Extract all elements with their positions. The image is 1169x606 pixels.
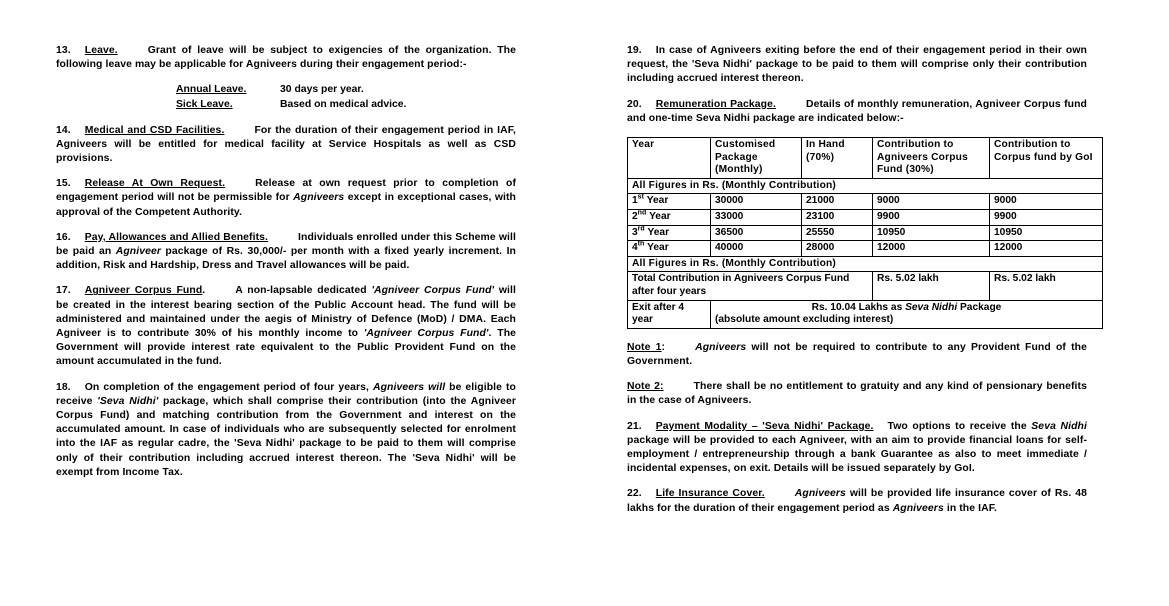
paragraph-17 [56, 284, 516, 369]
row-4-year-word: Year [647, 242, 669, 254]
paragraph-22-italic-1: Agniveers [794, 488, 846, 500]
total-row-value-goi: Rs. 5.02 lakh [990, 272, 1103, 300]
row-2-year [628, 209, 711, 225]
table-banner-row-bottom [628, 256, 1103, 272]
table-row [628, 209, 1103, 225]
paragraph-18-italic-1: Agniveers will [372, 381, 446, 393]
paragraph-16-number: 16. [56, 231, 71, 243]
paragraph-22-body-part1: will be provided life insurance cover of Rs. 48 lakhs for the duration of their engagement period as [627, 488, 1088, 514]
row-1-contrib-agniveer: 9000 [873, 194, 990, 210]
paragraph-15-body-part2: except in exceptional cases, with approval of the Competent Authority. [56, 192, 517, 218]
table-header-in-hand: In Hand (70%) [802, 138, 873, 179]
row-4-package: 40000 [711, 241, 802, 257]
paragraph-13-heading: Leave. [84, 45, 118, 56]
table-total-row [628, 272, 1103, 300]
table-row [628, 225, 1103, 241]
paragraph-16-italic: Agniveer [115, 246, 161, 258]
note-2-label: Note 2: [627, 381, 664, 393]
table-row [628, 241, 1103, 257]
table-row [628, 194, 1103, 210]
table-header-customised-package: Customised Package (Monthly) [711, 138, 802, 179]
row-1-package: 30000 [711, 194, 802, 210]
table-header-contribution-goi: Contribution to Corpus fund by GoI [990, 138, 1103, 179]
paragraph-15-italic: Agniveers [293, 192, 345, 204]
table-banner-top: All Figures in Rs. (Monthly Contribution) [628, 178, 1103, 194]
row-2-contrib-agniveer: 9900 [873, 209, 990, 225]
paragraph-19-body: In case of Agniveers exiting before the end of their engagement period in their own request, the 'Seva Nidhi' package to be paid to them will comprise only their contribution including accrued interest thereon. [627, 45, 1087, 85]
paragraph-16-body-part1: Individuals enrolled under this Scheme will be paid an [56, 231, 516, 258]
paragraph-14-heading: Medical and CSD Facilities. [84, 124, 225, 136]
sick-leave-label: Sick Leave. [176, 99, 233, 110]
row-1-year-word: Year [646, 195, 669, 207]
exit-row-label: Exit after 4 year [628, 300, 711, 328]
exit-row-value-line2: (absolute amount excluding interest) [715, 314, 894, 326]
table-banner-row-top [628, 178, 1103, 194]
row-4-in-hand: 28000 [802, 241, 873, 257]
paragraph-19-number: 19. [627, 45, 642, 56]
row-3-in-hand: 25550 [802, 225, 873, 241]
table-banner-bottom: All Figures in Rs. (Monthly Contribution) [628, 256, 1103, 272]
paragraph-15-number: 15. [56, 178, 71, 190]
row-3-year-number: 3 [632, 226, 638, 238]
row-4-year-sup: th [637, 240, 645, 248]
note-2-body: There shall be no entitlement to gratuity and any kind of pensionary benefits in the case of Agniveers. [627, 381, 1087, 407]
paragraph-21-italic-1: Seva Nidhi [1031, 420, 1087, 432]
exit-row-value-line1 [715, 302, 1098, 315]
leave-types-block [56, 83, 516, 112]
paragraph-16-body-part2: package of Rs. 30,000/- per month with a fixed yearly increment. In addition, Risk and Hardship, Dress and Travel allowances will be paid. [56, 246, 516, 272]
row-4-year [628, 241, 711, 257]
remuneration-table-wrapper [627, 137, 1093, 329]
paragraph-17-body-part1: A non-lapsable dedicated [235, 285, 372, 297]
table-header-contribution-agniveers: Contribution to Agniveers Corpus Fund (30%) [873, 138, 990, 179]
paragraph-21-heading: Payment Modality – 'Seva Nidhi' Package. [655, 420, 874, 432]
paragraph-14 [56, 124, 516, 167]
exit-row-value [711, 300, 1103, 328]
row-2-in-hand: 23100 [802, 209, 873, 225]
paragraph-17-number: 17. [56, 285, 71, 297]
right-column [627, 44, 1093, 516]
paragraph-16 [56, 231, 516, 274]
row-3-year-word: Year [647, 226, 670, 238]
paragraph-17-body-part2: will be created in the interest bearing section of the Public Account head. The fund will be administered and maintained under the aegis of Ministry of Defence (MoD) / DMA. Each Agniveer is to contribute 30% of his monthly income to [56, 285, 517, 340]
table-exit-row [628, 300, 1103, 328]
exit-row-value-suffix: Package [957, 301, 1002, 313]
leave-row-sick [176, 98, 516, 113]
row-4-year-number: 4 [632, 242, 638, 254]
paragraph-15-heading: Release At Own Request. [84, 178, 226, 190]
row-2-contrib-goi: 9900 [990, 209, 1103, 225]
table-header-year: Year [628, 138, 711, 179]
row-3-package: 36500 [711, 225, 802, 241]
exit-row-value-italic: Seva Nidhi [905, 301, 958, 313]
paragraph-17-italic-2: 'Agniveer Corpus Fund' [363, 328, 489, 340]
paragraph-16-heading: Pay, Allowances and Allied Benefits. [84, 231, 269, 243]
paragraph-18-body-part1: On completion of the engagement period of four years, [84, 381, 373, 393]
paragraph-17-heading: Agniveer Corpus Fund [84, 285, 203, 297]
paragraph-20-bold-phrase: Seva Nidhi [695, 112, 750, 124]
sick-leave-value: Based on medical advice. [280, 99, 407, 110]
row-1-year-sup: st [637, 194, 644, 201]
total-row-label: Total Contribution in Agniveers Corpus Fund after four years [628, 272, 873, 300]
row-4-contrib-goi: 12000 [990, 241, 1103, 257]
paragraph-15 [56, 177, 516, 220]
row-2-year-word: Year [649, 210, 671, 222]
paragraph-18-number: 18. [56, 381, 71, 393]
paragraph-19 [627, 44, 1087, 87]
left-column [56, 44, 516, 480]
paragraph-21-body-part2: package will be provided to each Agniveer, with an aim to provide financial loans for self-employment / entrepreneurship through a bank Guarantee as also to meet immediate / incidental expenses, on exit. Details will be issued separately by GoI. [627, 434, 1087, 475]
note-1-italic: Agniveers [695, 341, 747, 353]
note-1-body: will not be required to contribute to any Provident Fund of the Government. [627, 341, 1087, 367]
row-1-contrib-goi: 9000 [990, 194, 1103, 210]
paragraph-17-italic-1: 'Agniveer Corpus Fund' [371, 285, 495, 297]
paragraph-22 [627, 487, 1087, 515]
paragraph-20-heading: Remuneration Package. [655, 98, 776, 110]
row-4-contrib-agniveer: 12000 [873, 241, 990, 257]
paragraph-20-number: 20. [627, 98, 642, 110]
paragraph-13-number: 13. [56, 45, 71, 56]
row-2-year-number: 2 [632, 210, 638, 222]
row-3-contrib-agniveer: 10950 [873, 225, 990, 241]
paragraph-21-number: 21. [627, 420, 642, 432]
paragraph-22-heading: Life Insurance Cover. [655, 488, 765, 500]
leave-row-annual [176, 83, 516, 98]
paragraph-18-body-part2: be eligible to receive [56, 381, 516, 407]
remuneration-table [627, 137, 1103, 329]
annual-leave-value: 30 days per year. [280, 84, 364, 96]
row-3-contrib-goi: 10950 [990, 225, 1103, 241]
paragraph-21-body-part1: Two options to receive the [887, 420, 1032, 432]
row-3-year [628, 225, 711, 241]
note-2 [627, 380, 1087, 408]
row-2-year-sup: nd [637, 209, 647, 217]
exit-row-value-prefix: Rs. 10.04 Lakhs as [811, 301, 906, 313]
paragraph-20 [627, 98, 1087, 126]
row-3-year-sup: rd [637, 225, 645, 233]
paragraph-18 [56, 381, 516, 480]
row-1-year-number: 1 [632, 195, 638, 207]
paragraph-17-body-part3: . The Government will provide interest rate equivalent to the Public Provident Fund on the amount accumulated in the fund. [56, 328, 517, 368]
paragraph-14-body: For the duration of their engagement period in IAF, Agniveers will be entitled for medical facility at Service Hospitals as well as CSD provisions. [56, 124, 516, 164]
paragraph-22-italic-2: Agniveers [892, 502, 944, 514]
total-row-value-agniveer: Rs. 5.02 lakh [873, 272, 990, 300]
note-1 [627, 341, 1087, 369]
paragraph-21 [627, 420, 1087, 477]
paragraph-13-body: Grant of leave will be subject to exigencies of the organization. The following leave may be applicable for Agniveers during their engagement period:- [56, 45, 516, 71]
paragraph-22-body-part2: in the IAF. [943, 502, 997, 514]
note-1-colon: : [661, 341, 666, 353]
row-1-year [628, 194, 711, 210]
table-header-row [628, 138, 1103, 179]
paragraph-20-body-part1: Details of monthly remuneration, Agniveer Corpus fund and one-time [627, 98, 1087, 124]
row-1-in-hand: 21000 [802, 194, 873, 210]
paragraph-15-body-part1: Release at own request prior to completion of engagement period will not be permissible for [56, 178, 516, 204]
row-2-package: 33000 [711, 209, 802, 225]
note-1-label: Note 1 [627, 341, 662, 353]
paragraph-18-body-part3: package, which shall comprise their contribution (into the Agniveer Corpus Fund) and matching contribution from the Government and interest on the accumulated amount. In case of individuals who are subsequently selected for enrolment into the IAF as regular cadre, the 'Seva Nidhi' package to be paid to them will comprise only of their contribution including accrued interest thereon. The 'Seva Nidhi' will be exempt from Income Tax. [56, 395, 516, 478]
annual-leave-label: Annual Leave. [176, 84, 247, 96]
paragraph-20-body-part2: package are indicated below:- [750, 112, 904, 124]
paragraph-17-heading-tail: . [202, 285, 206, 297]
paragraph-13 [56, 44, 516, 72]
paragraph-14-number: 14. [56, 124, 71, 136]
paragraph-18-italic-2: 'Seva Nidhi' [97, 395, 159, 407]
paragraph-22-number: 22. [627, 488, 642, 500]
